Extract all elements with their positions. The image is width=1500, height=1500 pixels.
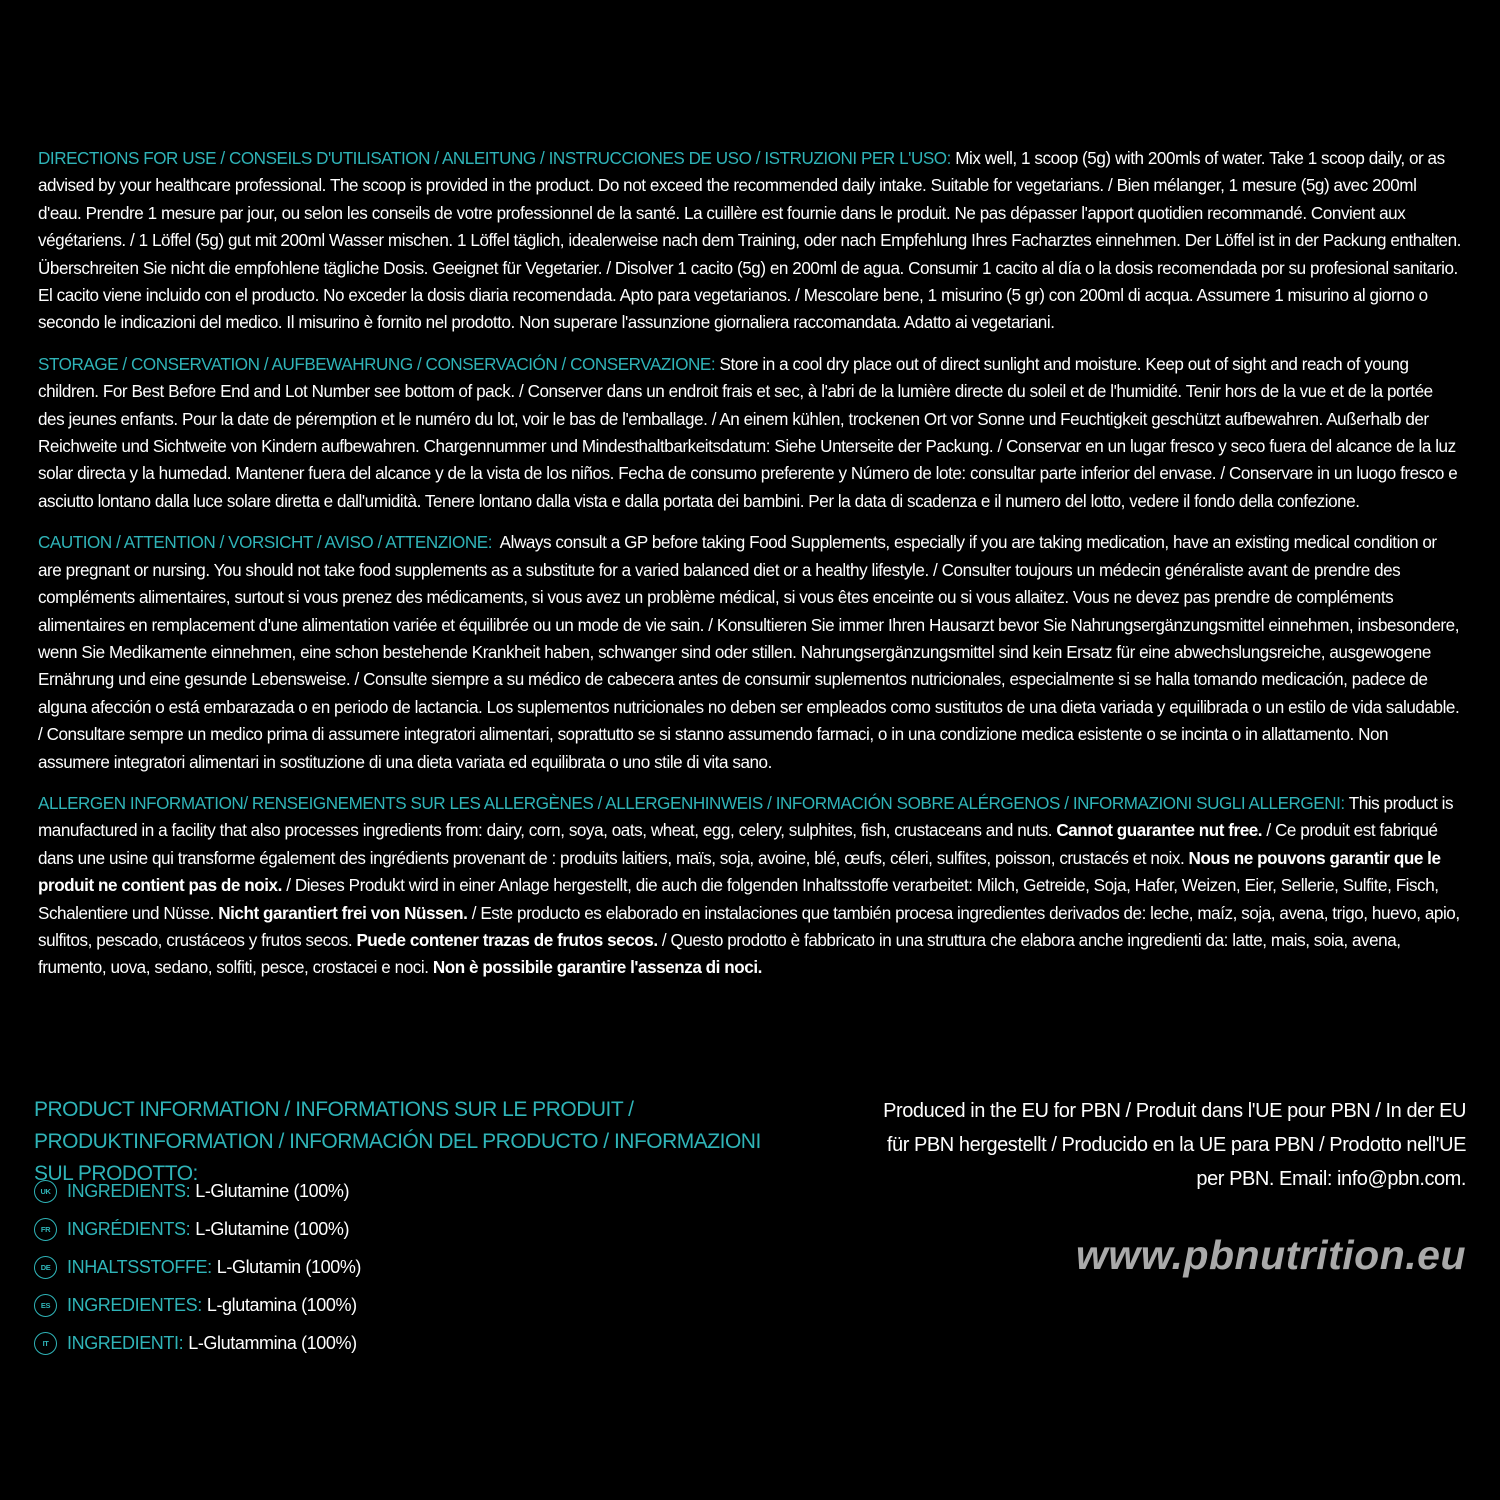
- allergen-warning-de: Nicht garantiert frei von Nüssen.: [218, 903, 468, 923]
- es-flag-icon: ES: [34, 1294, 57, 1317]
- produced-in-eu-text: Produced in the EU for PBN / Produit dans l'UE pour PBN / In der EU für PBN hergestellt / Producido en la UE para PBN / Prodotto nell'UE per PBN. Email: info@pbn.com.: [883, 1100, 1466, 1190]
- ingredient-label: INGREDIENTI:: [67, 1332, 184, 1353]
- bottom-section: [34, 1094, 1466, 1394]
- caution-section: [38, 529, 1462, 776]
- product-info-title: PRODUCT INFORMATION / INFORMATIONS SUR LE PRODUIT / PRODUKTINFORMATION / INFORMACIÓN DEL PRODUCTO / INFORMAZIONI SUL PRODOTTO:: [34, 1098, 761, 1185]
- allergen-text-1: This product is manufactured in a facility that also processes ingredients from: dairy, corn, soya, oats, wheat, egg, celery, sulphites, fish, crustaceans and nuts.: [38, 793, 1454, 841]
- directions-section: [38, 145, 1462, 337]
- de-flag-icon: DE: [34, 1256, 57, 1279]
- allergen-text-3: / Dieses Produkt wird in einer Anlage hergestellt, die auch die folgenden Inhaltsstoffe verarbeitet: Milch, Getreide, Soja, Hafer, Weizen, Eier, Sellerie, Sulfite, Fisch, Schalentiere und Nüsse.: [38, 876, 1439, 923]
- directions-heading: DIRECTIONS FOR USE / CONSEILS D'UTILISATION / ANLEITUNG / INSTRUCCIONES DE USO / ISTRUZIONI PER L'USO:: [38, 149, 951, 168]
- allergen-text-2: / Ce produit est fabriqué dans une usine qui transforme également des ingrédients provenant de : produits laitiers, maïs, soja, avoine, blé, œufs, céleri, sulfites, poisson, crustacés et noix.: [38, 821, 1438, 868]
- allergen-warning-es: Puede contener trazas de frutos secos.: [356, 930, 658, 950]
- allergen-heading: ALLERGEN INFORMATION/ RENSEIGNEMENTS SUR LES ALLERGÈNES / ALLERGENHINWEIS / INFORMACIÓN SOBRE ALÉRGENOS / INFORMAZIONI SUGLI ALLERGENI:: [38, 793, 1345, 813]
- storage-heading: STORAGE / CONSERVATION / AUFBEWAHRUNG / CONSERVACIÓN / CONSERVAZIONE:: [38, 354, 716, 374]
- caution-body: Always consult a GP before taking Food Supplements, especially if you are taking medication, have an existing medical condition or are pregnant or nursing. You should not take food supplements as a substitute for a varied balanced diet or a healthy lifestyle. / Consulter toujours un médecin généraliste avant de prendre des compléments alimentaires, surtout si vous prenez des médicaments, si vous avez un problème médical, si vous êtes enceinte ou si vous allaitez. Vous ne devez pas prendre de compléments alimentaires en remplacement d'une alimentation variée et équilibrée ou un mode de vie sain. / Konsultieren Sie immer Ihren Hausarzt bevor Sie Nahrungsergänzungsmittel einnehmen, insbesondere, wenn Sie Medikamente einnehmen, eine schon bestehende Krankheit haben, schwanger sind oder stillen. Nahrungsergänzungsmittel sind kein Ersatz für eine abwechslungsreiche, ausgewogene Ernährung und eine gesunde Lebensweise. / Consulte siempre a su médico de cabecera antes de consumir suplementos nutricionales, especialmente si se halla tomando medicación, padece de alguna afección o está embarazada o en periodo de lactancia. Los suplementos nutricionales no deben ser empleados como sustitutos de una dieta variada y equilibrada o un estilo de vida saludable. / Consultare sempre un medico prima di assumere integratori alimentari, soprattutto se si stanno assumendo farmaci, o in una condizione medica esistente o se incinta o in allattamento. Non assumere integratori alimentari in sostituzione di una dieta variata ed equilibrata o uno stile di vita sano.: [38, 533, 1464, 772]
- uk-flag-icon: UK: [34, 1180, 57, 1203]
- allergen-text-4: / Este producto es elaborado en instalaciones que también procesa ingredientes derivados de: leche, maíz, soja, avena, trigo, huevo, apio, sulfitos, pescado, crustáceos y frutos secos.: [38, 903, 1460, 950]
- caution-heading: CAUTION / ATTENTION / VORSICHT / AVISO / ATTENZIONE:: [38, 533, 493, 553]
- ingredient-value: L-Glutammina (100%): [188, 1332, 357, 1353]
- label-text-block: [38, 145, 1462, 996]
- ingredient-row-fr: [34, 1210, 361, 1248]
- ingredient-label: INGRÉDIENTS:: [67, 1218, 191, 1239]
- it-flag-icon: IT: [34, 1332, 57, 1355]
- ingredient-label: INHALTSSTOFFE:: [67, 1256, 212, 1277]
- ingredient-row-es: [34, 1286, 361, 1324]
- storage-section: [38, 351, 1462, 515]
- ingredient-row-uk: [34, 1172, 361, 1210]
- ingredient-row-it: [34, 1324, 361, 1362]
- ingredient-value: L-Glutamin (100%): [216, 1256, 362, 1277]
- allergen-warning-en: Cannot guarantee nut free.: [1056, 821, 1263, 841]
- ingredient-label: INGREDIENTS:: [67, 1180, 191, 1201]
- ingredient-label: INGREDIENTES:: [67, 1294, 202, 1315]
- ingredient-value: L-Glutamine (100%): [195, 1180, 350, 1201]
- website-url: www.pbnutrition.eu: [1075, 1232, 1466, 1278]
- ingredients-list: [34, 1172, 361, 1362]
- allergen-text-5: / Questo prodotto è fabbricato in una struttura che elabora anche ingredienti da: latte, mais, soia, avena, frumento, uova, sedano, solfiti, pesce, crostacei e noci.: [38, 930, 1401, 978]
- ingredient-value: L-glutamina (100%): [206, 1294, 357, 1315]
- ingredient-row-de: [34, 1248, 361, 1286]
- directions-body: Mix well, 1 scoop (5g) with 200mls of water. Take 1 scoop daily, or as advised by your healthcare professional. The scoop is provided in the product. Do not exceed the recommended daily intake. Suitable for vegetarians. / Bien mélanger, 1 mesure (5g) avec 200ml d'eau. Prendre 1 mesure par jour, ou selon les conseils de votre professionnel de la santé. La cuillère est fournie dans le produit. Ne pas dépasser l'apport quotidien recommandé. Convient aux végétariens. / 1 Löffel (5g) gut mit 200ml Wasser mischen. 1 Löffel täglich, idealerweise nach dem Training, oder nach Empfehlung Ihres Facharztes einnehmen. Der Löffel ist in der Packung enthalten. Überschreiten Sie nicht die empfohlene tägliche Dosis. Geeignet für Vegetarier. / Disolver 1 cacito (5g) en 200ml de agua. Consumir 1 cacito al día o la dosis recomendada por su profesional sanitario. El cacito viene incluido con el producto. No exceder la dosis diaria recomendada. Apto para vegetarianos. / Mescolare bene, 1 misurino (5 gr) con 200ml di acqua. Assumere 1 misurino al giorno o secondo le indicazioni del medico. Il misurino è fornito nel prodotto. Non superare l'assunzione giornaliera raccomandata. Adatto ai vegetariani.: [38, 149, 1461, 333]
- allergen-section: [38, 790, 1462, 982]
- storage-body: Store in a cool dry place out of direct sunlight and moisture. Keep out of sight and reach of young children. For Best Before End and Lot Number see bottom of pack. / Conserver dans un endroit frais et sec, à l'abri de la lumière directe du soleil et de l'humidité. Tenir hors de la vue et de la portée des jeunes enfants. Pour la date de péremption et le numéro du lot, voir le bas de l'emballage. / An einem kühlen, trockenen Ort vor Sonne und Feuchtigkeit geschützt aufbewahren. Außerhalb der Reichweite und Sichtweite von Kindern aufbewahren. Chargennummer und Mindesthaltbarkeitsdatum: Siehe Unterseite der Packung. / Conservar en un lugar fresco y seco fuera del alcance de la luz solar directa y la humedad. Mantener fuera del alcance y de la vista de los niños. Fecha de consumo preferente y Número de lote: consultar parte inferior del envase. / Conservare in un luogo fresco e asciutto lontano dalla luce solare diretta e dall'umidità. Tenere lontano dalla vista e dalla portata dei bambini. Per la data di scadenza e il numero del lotto, vedere il fondo della confezione.: [38, 354, 1458, 511]
- ingredient-value: L-Glutamine (100%): [195, 1218, 350, 1239]
- fr-flag-icon: FR: [34, 1218, 57, 1241]
- allergen-warning-it: Non è possibile garantire l'assenza di noci.: [432, 958, 762, 978]
- allergen-warning-fr: Nous ne pouvons garantir que le produit ne contient pas de noix.: [38, 848, 1441, 896]
